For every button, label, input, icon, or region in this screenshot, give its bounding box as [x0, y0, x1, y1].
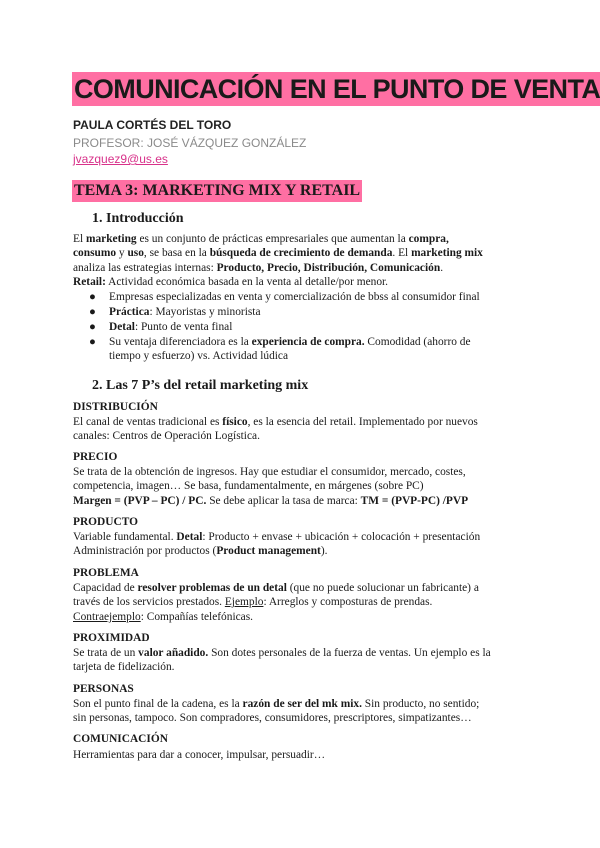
bullet-icon: ●: [89, 321, 96, 333]
subheading-proximidad: PROXIMIDAD: [73, 632, 150, 644]
retail-definition: Retail: Actividad económica basada en la venta al detalle/por menor.: [73, 276, 389, 289]
subheading-problema: PROBLEMA: [73, 567, 139, 579]
paragraph-personas: Son el punto final de la cadena, es la razón de ser del mk mix. Sin producto, no sentido; sin personas, tampoco. Son compradores, consumidores, prescriptores, simpatizantes…: [73, 698, 480, 725]
heading-7ps: 2. Las 7 P’s del retail marketing mix: [92, 378, 309, 393]
bullet-icon: ●: [89, 306, 96, 318]
email-link[interactable]: jvazquez9@us.es: [73, 152, 168, 166]
document-page: COMUNICACIÓN EN EL PUNTO DE VENTA PAULA CORTÉS DEL TORO PROFESOR: JOSÉ VÁZQUEZ GONZÁLEZ jvazquez9@us.es TEMA 3: MARKETING MIX Y RETAIL 1. Introducción El marketing es un conjunto de prácticas empresariales que aumentan la compra, consumo y uso, se basa en la búsqueda de crecimiento de demanda. El marketing mix analiza las estrategias internas: Producto, Precio, Distribución, Comunicación. Retail: Actividad económica basada en la venta al detalle/por menor. ● Empresas especializadas en venta y comercialización de bbss al consumidor final ● Práctica: Mayoristas y minorista ● Detal: Punto de venta final ● Su ventaja diferenciadora es la experiencia de compra. Comodidad (ahorro de tiempo y esfuerzo) vs. Actividad lúdica 2. Las 7 P’s del retail marketing mix DISTRIBUCIÓN El canal de ventas tradicional es físico, es la esencia del retail. Implementado por nuevos canales: Centros de Operación Logística. PRECIO Se trata de la obtención de ingresos. Hay que estudiar el consumidor, mercado, costes, competencia, imagen… Se basa, fundamentalmente, en márgenes (sobre PC) Margen = (PVP – PC) / PC. Se debe aplicar la tasa de marca: TM = (PVP-PC) /PVP PRODUCTO Variable fundamental. Detal: Producto + envase + ubicación + colocación + presentación Administración por productos (Product management). PROBLEMA Capacidad de resolver problemas de un detal (que no puede solucionar un fabricante) a través de los servicios prestados. Ejemplo: Arreglos y composturas de prendas. Contraejemplo: Compañías telefónicas. PROXIMIDAD Se trata de un valor añadido. Son dotes personales de la fuerza de ventas. Un ejemplo es la tarjeta de fidelización. PERSONAS Son el punto final de la cadena, es la razón de ser del mk mix. Sin producto, no sentido; sin personas, tampoco. Son compradores, consumidores, prescriptores, simpatizantes… COMUNICACIÓN Herramientas para dar a conocer, impulsar, persuadir…: [0, 0, 600, 848]
heading-introduccion: 1. Introducción: [92, 211, 184, 226]
paragraph-comunicacion: Herramientas para dar a conocer, impulsar, persuadir…: [73, 749, 326, 761]
professor-name: PROFESOR: JOSÉ VÁZQUEZ GONZÁLEZ: [73, 136, 307, 150]
intro-paragraph: El marketing es un conjunto de prácticas empresariales que aumentan la compra, consumo y uso, se basa en la búsqueda de crecimiento de demanda. El marketing mix analiza las estrategias internas: Producto, Precio, Distribución, Comunicación. Retail: Actividad económica basada en la venta al detalle/por menor.: [73, 232, 533, 290]
paragraph-distribucion: El canal de ventas tradicional es físico, es la esencia del retail. Implementado por nuevos canales: Centros de Operación Logística.: [73, 416, 478, 443]
subheading-producto: PRODUCTO: [73, 516, 138, 528]
section-tema-heading: TEMA 3: MARKETING MIX Y RETAIL: [72, 180, 362, 202]
subheading-comunicacion: COMUNICACIÓN: [73, 733, 168, 745]
paragraph-precio: Se trata de la obtención de ingresos. Hay que estudiar el consumidor, mercado, costes, competencia, imagen… Se basa, fundamentalmente, en márgenes (sobre PC) Margen = (PVP – PC) / PC. Se debe aplicar la tasa de marca: TM = (PVP-PC) /PVP: [73, 466, 469, 507]
subheading-personas: PERSONAS: [73, 683, 134, 695]
subheading-distribucion: DISTRIBUCIÓN: [73, 401, 158, 413]
author-name: PAULA CORTÉS DEL TORO: [73, 118, 232, 132]
paragraph-proximidad: Se trata de un valor añadido. Son dotes personales de la fuerza de ventas. Un ejemplo es la tarjeta de fidelización.: [73, 647, 491, 674]
subheading-precio: PRECIO: [73, 451, 118, 463]
bullet-icon: ●: [89, 336, 96, 348]
paragraph-problema: Capacidad de resolver problemas de un detal (que no puede solucionar un fabricante) a través de los servicios prestados. Ejemplo: Arreglos y composturas de prendas. Contraejemplo: Compañías telefónicas.: [73, 582, 479, 623]
paragraph-producto: Variable fundamental. Detal: Producto + envase + ubicación + colocación + presentación Administración por productos (Product management).: [73, 531, 481, 558]
document-title: COMUNICACIÓN EN EL PUNTO DE VENTA: [72, 72, 600, 106]
bullet-icon: ●: [89, 291, 96, 303]
